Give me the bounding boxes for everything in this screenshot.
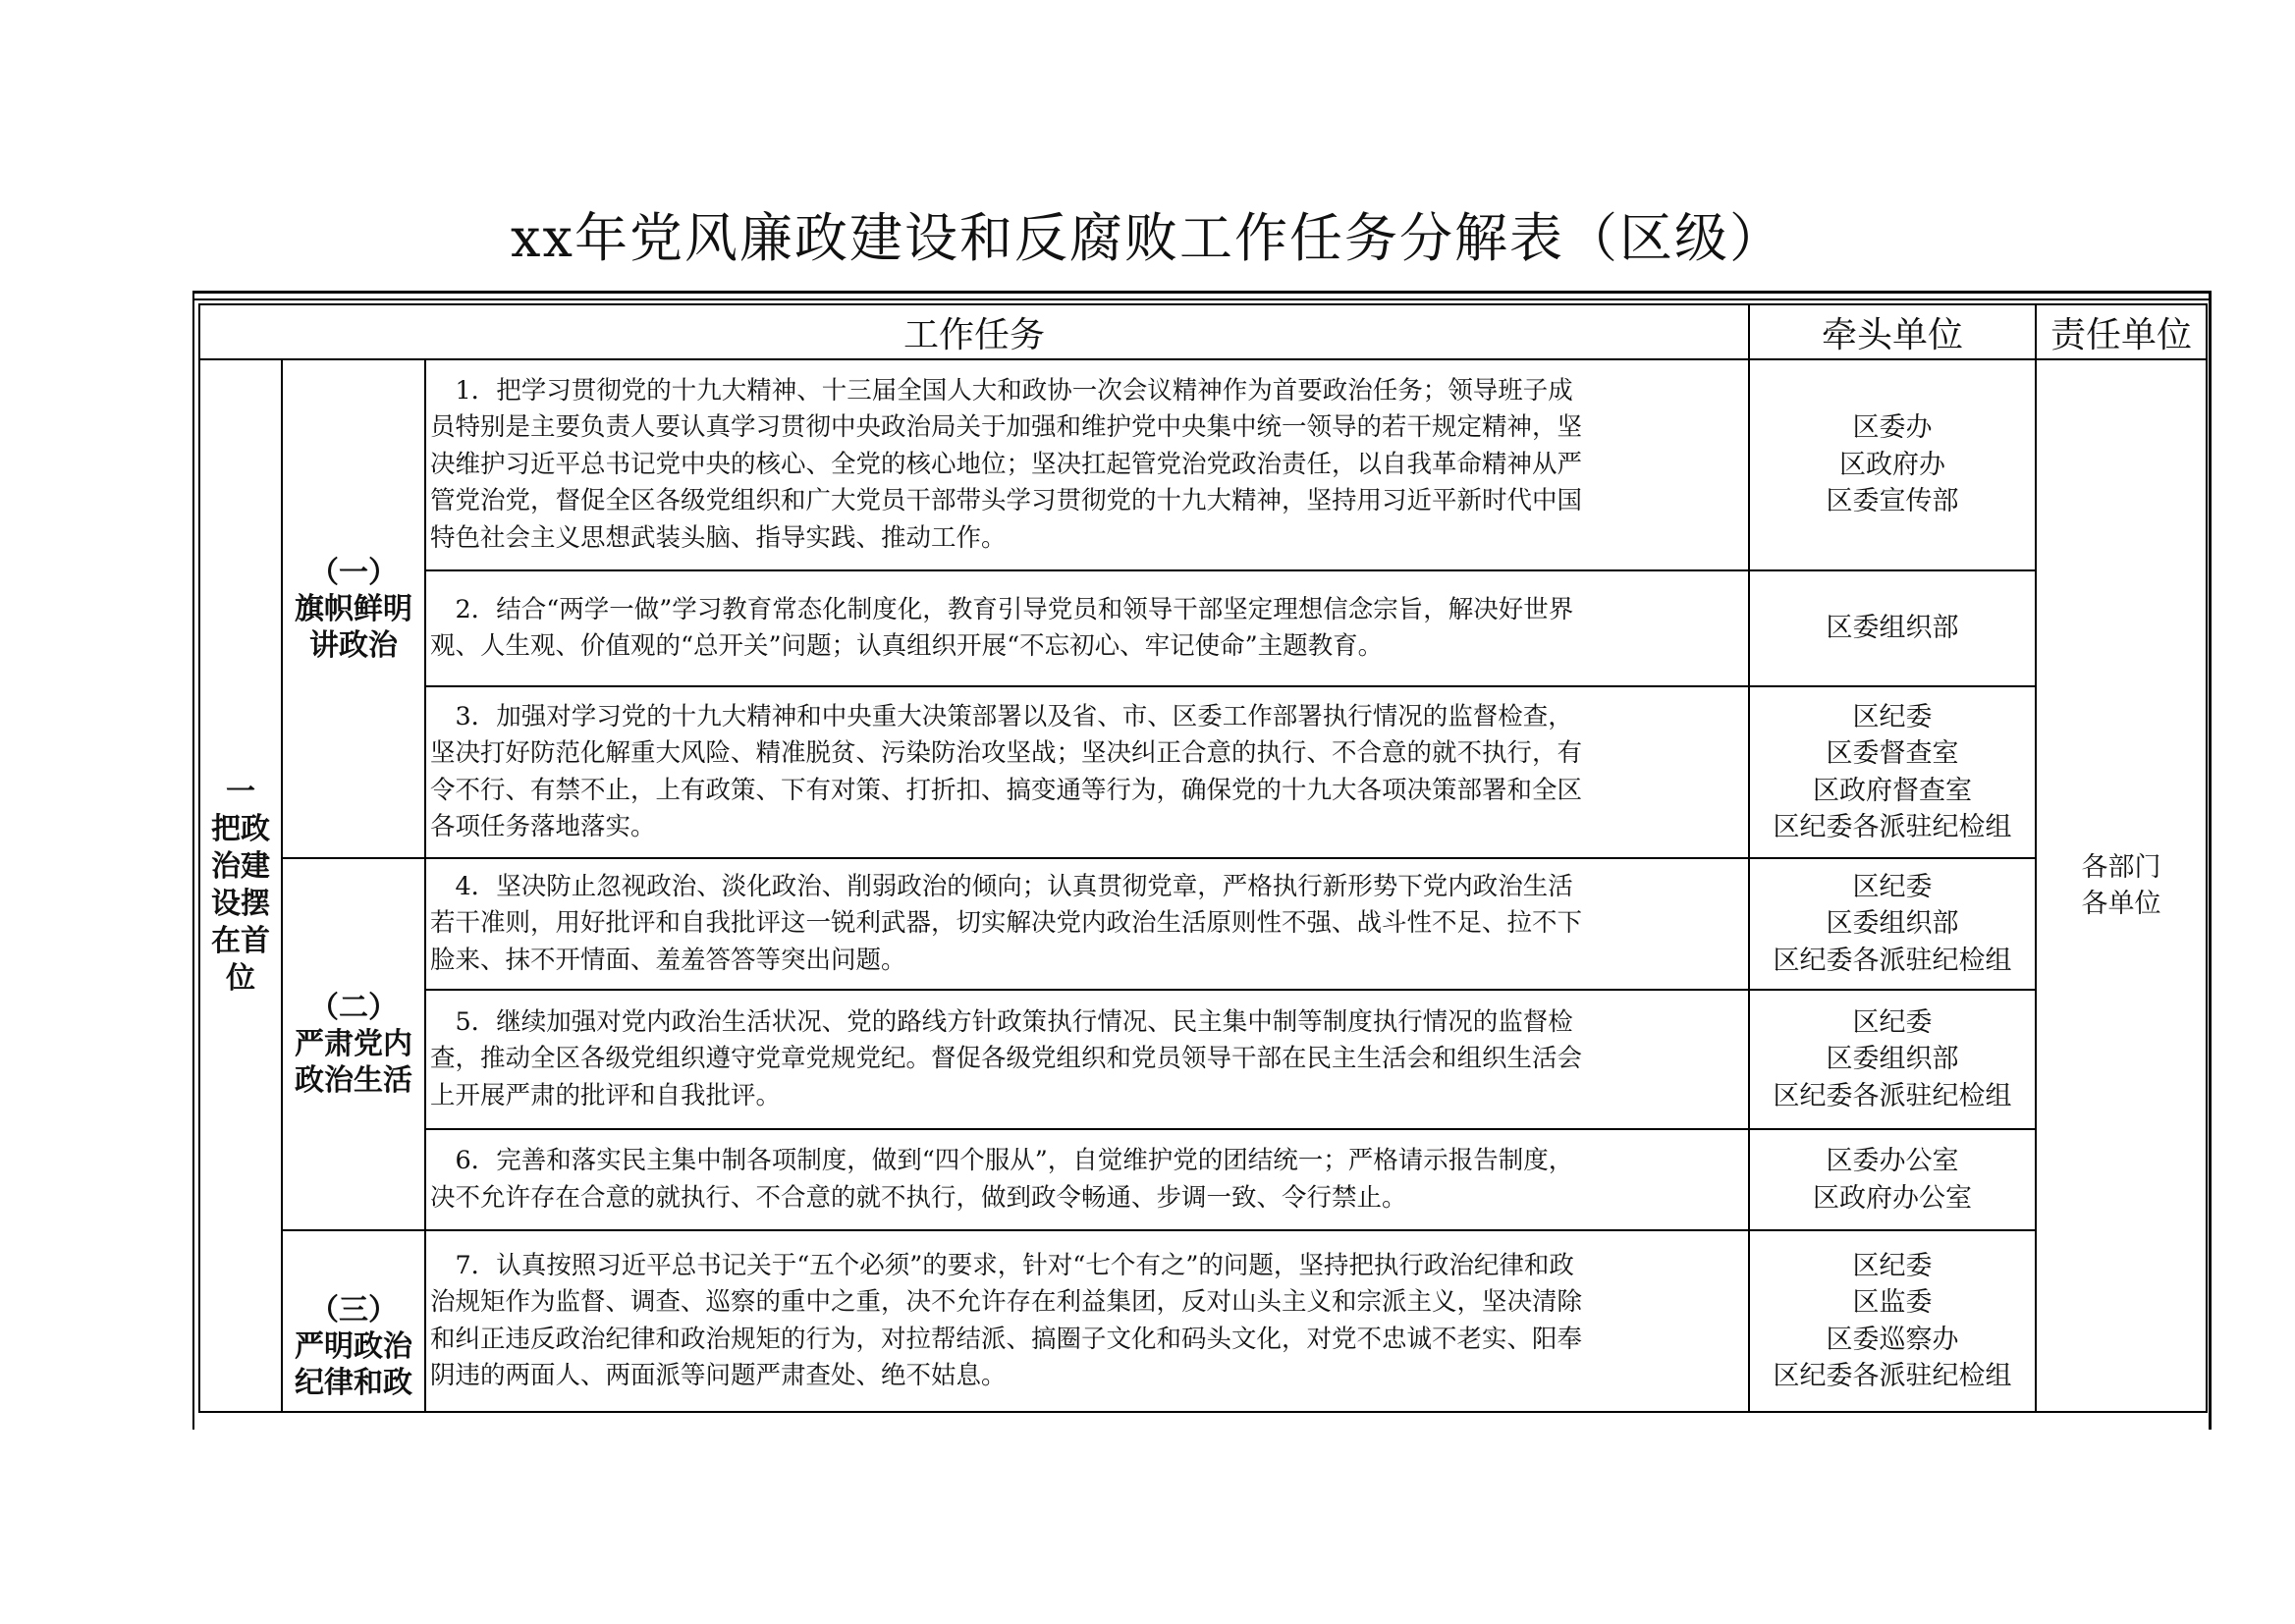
task-line: 5．继续加强对党内政治生活状况、党的路线方针政策执行情况、民主集中制等制度执行情况的监督检 (430, 1006, 1573, 1037)
lead-unit-cell (1749, 359, 2036, 570)
category-name-line: 治建 (211, 849, 270, 884)
lead-unit: 区纪委 (1852, 701, 1933, 732)
task-line: 查，推动全区各级党组织遵守党章党规党纪。督促各级党组织和党员领导干部在民主生活会和组织生活会 (430, 1044, 1583, 1074)
task-line: 治规矩作为监督、调查、巡察的重中之重，决不允许存在利益集团，反对山头主义和宗派主义，坚决清除 (430, 1287, 1583, 1317)
task-table (198, 303, 2208, 1413)
lead-unit: 区纪委 (1852, 871, 1933, 902)
task-cell (425, 359, 1749, 570)
lead-unit: 区政府办公室 (1813, 1182, 1972, 1214)
task-cell (425, 686, 1749, 858)
task-line: 上开展严肃的批评和自我批评。 (430, 1080, 782, 1110)
task-line: 和纠正违反政治纪律和政治规矩的行为，对拉帮结派、搞圈子文化和码头文化，对党不忠诚不老实、阳奉 (430, 1324, 1583, 1354)
task-cell (425, 858, 1749, 990)
lead-unit: 区委办公室 (1826, 1146, 1959, 1176)
category-number: 一 (226, 775, 255, 809)
subsection-name-line: 严明政治 (295, 1329, 412, 1364)
task-line: 7．认真按照习近平总书记关于“五个必须”的要求，针对“七个有之”的问题，坚持把执行政治纪律和政 (430, 1250, 1574, 1280)
subsection-number: （二） (309, 991, 398, 1025)
category-name-line: 位 (226, 961, 255, 996)
task-line: 观、人生观、价值观的“总开关”问题；认真组织开展“不忘初心、牢记使命”主题教育。 (430, 631, 1384, 661)
table-row (199, 359, 2207, 570)
lead-unit: 区政府督查室 (1813, 775, 1972, 806)
responsible-unit: 各单位 (2081, 889, 2161, 919)
task-line: 6．完善和落实民主集中制各项制度，做到“四个服从”，自觉维护党的团结统一；严格请示报告制度， (430, 1146, 1574, 1175)
task-line: 若干准则，用好批评和自我批评这一锐利武器，切实解决党内政治生活原则性不强、战斗性不足、拉不下 (430, 908, 1583, 939)
task-line: 阴违的两面人、两面派等问题严肃查处、绝不姑息。 (430, 1361, 1007, 1390)
lead-unit-cell (1749, 1230, 2036, 1412)
lead-unit-cell (1749, 686, 2036, 858)
subsection-number: （三） (309, 1293, 398, 1327)
subsection-name-line: 旗帜鲜明 (295, 591, 412, 626)
top-rule (192, 291, 2212, 294)
table-row (199, 858, 2207, 990)
subsection-name-line: 讲政治 (309, 627, 398, 663)
task-line: 4．坚决防止忽视政治、淡化政治、削弱政治的倾向；认真贯彻党章，严格执行新形势下党内政治生活 (430, 871, 1573, 901)
lead-unit-cell (1749, 570, 2036, 686)
lead-unit: 区纪委 (1852, 1250, 1933, 1281)
table-row (199, 1230, 2207, 1412)
task-line: 3．加强对学习党的十九大精神和中央重大决策部署以及省、市、区委工作部署执行情况的监督检查， (430, 701, 1573, 731)
category-name-line: 设摆 (211, 887, 270, 921)
subsection-name-line: 严肃党内 (295, 1027, 412, 1061)
subsection-cell (282, 858, 425, 1230)
task-cell (425, 570, 1749, 686)
lead-unit: 区纪委各派驻纪检组 (1773, 812, 2012, 842)
subsection-cell (282, 359, 425, 858)
header-task: 工作任务 (199, 304, 1749, 359)
header-lead-unit: 牵头单位 (1749, 304, 2036, 359)
lead-unit-cell (1749, 990, 2036, 1129)
subsection-cell (282, 1230, 425, 1412)
task-line: 2．结合“两学一做”学习教育常态化制度化，教育引导党员和领导干部坚定理想信念宗旨，解决好世界 (430, 594, 1574, 624)
responsible-unit: 各部门 (2081, 852, 2161, 883)
lead-unit: 区委组织部 (1826, 613, 1959, 644)
task-line: 员特别是主要负责人要认真学习贯彻中央政治局关于加强和维护党中央集中统一领导的若干规定精神，坚 (430, 412, 1583, 443)
responsible-unit-cell (2036, 359, 2207, 1412)
task-line: 1．把学习贯彻党的十九大精神、十三届全国人大和政协一次会议精神作为首要政治任务；领导班子成 (430, 375, 1573, 406)
subsection-number: （一） (309, 555, 398, 590)
table-row (199, 990, 2207, 1129)
lead-unit: 区委组织部 (1826, 908, 1959, 940)
lead-unit: 区委宣传部 (1826, 486, 1959, 517)
lead-unit: 区纪委各派驻纪检组 (1773, 1080, 2012, 1111)
table-row (199, 686, 2207, 858)
task-cell (425, 1230, 1749, 1412)
task-line: 决不允许存在合意的就执行、不合意的就不执行，做到政令畅通、步调一致、令行禁止。 (430, 1182, 1407, 1213)
table-row (199, 570, 2207, 686)
lead-unit: 区纪委各派驻纪检组 (1773, 945, 2012, 976)
left-rule (192, 291, 194, 1430)
lead-unit: 区委组织部 (1826, 1044, 1959, 1075)
lead-unit: 区委办 (1852, 412, 1933, 444)
task-line: 各项任务落地落实。 (430, 812, 656, 841)
lead-unit: 区委督查室 (1826, 738, 1959, 769)
task-line: 脸来、抹不开情面、羞羞答答等突出问题。 (430, 945, 906, 975)
task-table-sheet (192, 291, 2212, 1430)
document-title: xx年党风廉政建设和反腐败工作任务分解表（区级） (511, 207, 1784, 269)
subsection-name-line: 政治生活 (295, 1063, 412, 1098)
lead-unit: 区政府办 (1839, 449, 1945, 480)
table-row (199, 1129, 2207, 1230)
right-rule (2209, 291, 2212, 1430)
lead-unit: 区纪委 (1852, 1006, 1933, 1038)
lead-unit-cell (1749, 858, 2036, 990)
lead-unit: 区委巡察办 (1826, 1324, 1959, 1355)
header-responsible-unit: 责任单位 (2036, 304, 2207, 359)
task-cell (425, 990, 1749, 1129)
task-line: 坚决打好防范化解重大风险、精准脱贫、污染防治攻坚战；坚决纠正合意的执行、不合意的就不执行，有 (430, 738, 1583, 768)
task-cell (425, 1129, 1749, 1230)
task-line: 令不行、有禁不止，上有政策、下有对策、打折扣、搞变通等行为，确保党的十九大各项决策部署和全区 (430, 775, 1583, 805)
task-line: 管党治党，督促全区各级党组织和广大党员干部带头学习贯彻党的十九大精神，坚持用习近平新时代中国 (430, 486, 1583, 516)
top-rule-double (192, 298, 2212, 300)
table-header-row (199, 304, 2207, 359)
category-name-line: 把政 (211, 812, 270, 846)
lead-unit: 区监委 (1852, 1287, 1933, 1318)
category-name-line: 在首 (211, 924, 270, 958)
lead-unit-cell (1749, 1129, 2036, 1230)
category-cell (199, 359, 282, 1412)
subsection-name-line: 纪律和政 (295, 1366, 412, 1400)
task-line: 决维护习近平总书记党中央的核心、全党的核心地位；坚决扛起管党治党政治责任，以自我革命精神从严 (430, 449, 1583, 479)
lead-unit: 区纪委各派驻纪检组 (1773, 1361, 2012, 1391)
task-line: 特色社会主义思想武装头脑、指导实践、推动工作。 (430, 522, 1007, 553)
